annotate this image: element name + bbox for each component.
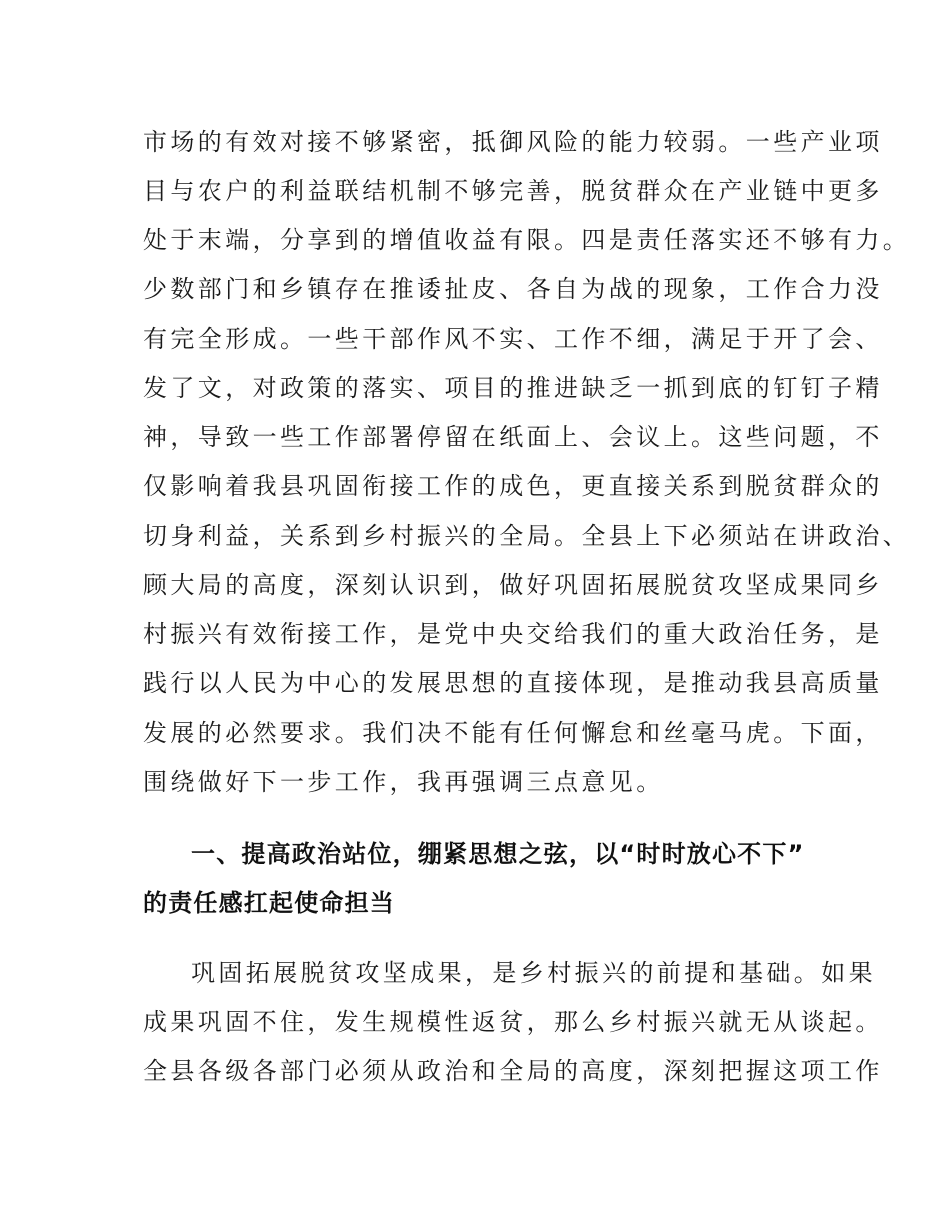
body-text-line: 践行以人民为中心的发展思想的直接体现，是推动我县高质量 [143, 669, 883, 697]
body-text-line: 围绕做好下一步工作，我再强调三点意见。 [143, 768, 664, 796]
body-text-line: 顾大局的高度，深刻认识到，做好巩固拓展脱贫攻坚成果同乡 [143, 571, 883, 599]
body-text-line: 仅影响着我县巩固衔接工作的成色，更直接关系到脱贫群众的 [143, 472, 883, 500]
section-heading: 的责任感扛起使命担当 [143, 889, 395, 917]
section-heading: 一、提高政治站位，绷紧思想之弦，以“时时放心不下” [191, 840, 805, 868]
body-text-line: 发了文，对政策的落实、项目的推进缺乏一抓到底的钉钉子精 [143, 374, 883, 402]
body-text-line: 发展的必然要求。我们决不能有任何懈怠和丝毫马虎。下面， [143, 719, 883, 747]
body-text-line: 有完全形成。一些干部作风不实、工作不细，满足于开了会、 [143, 325, 883, 353]
body-text-line: 处于末端，分享到的增值收益有限。四是责任落实还不够有力。 [143, 226, 911, 254]
body-text-line: 村振兴有效衔接工作，是党中央交给我们的重大政治任务，是 [143, 620, 883, 648]
body-text-line: 成果巩固不住，发生规模性返贫，那么乡村振兴就无从谈起。 [143, 1008, 883, 1036]
body-text-line: 市场的有效对接不够紧密，抵御风险的能力较弱。一些产业项 [143, 128, 883, 156]
body-text-line: 目与农户的利益联结机制不够完善，脱贫群众在产业链中更多 [143, 177, 883, 205]
body-text-line: 巩固拓展脱贫攻坚成果，是乡村振兴的前提和基础。如果 [191, 959, 876, 987]
body-text-line: 少数部门和乡镇存在推诿扯皮、各自为战的现象，工作合力没 [143, 275, 883, 303]
body-text-line: 切身利益，关系到乡村振兴的全局。全县上下必须站在讲政治、 [143, 522, 911, 550]
body-text-line: 全县各级各部门必须从政治和全局的高度，深刻把握这项工作 [143, 1057, 883, 1085]
body-text-line: 神，导致一些工作部署停留在纸面上、会议上。这些问题，不 [143, 423, 883, 451]
